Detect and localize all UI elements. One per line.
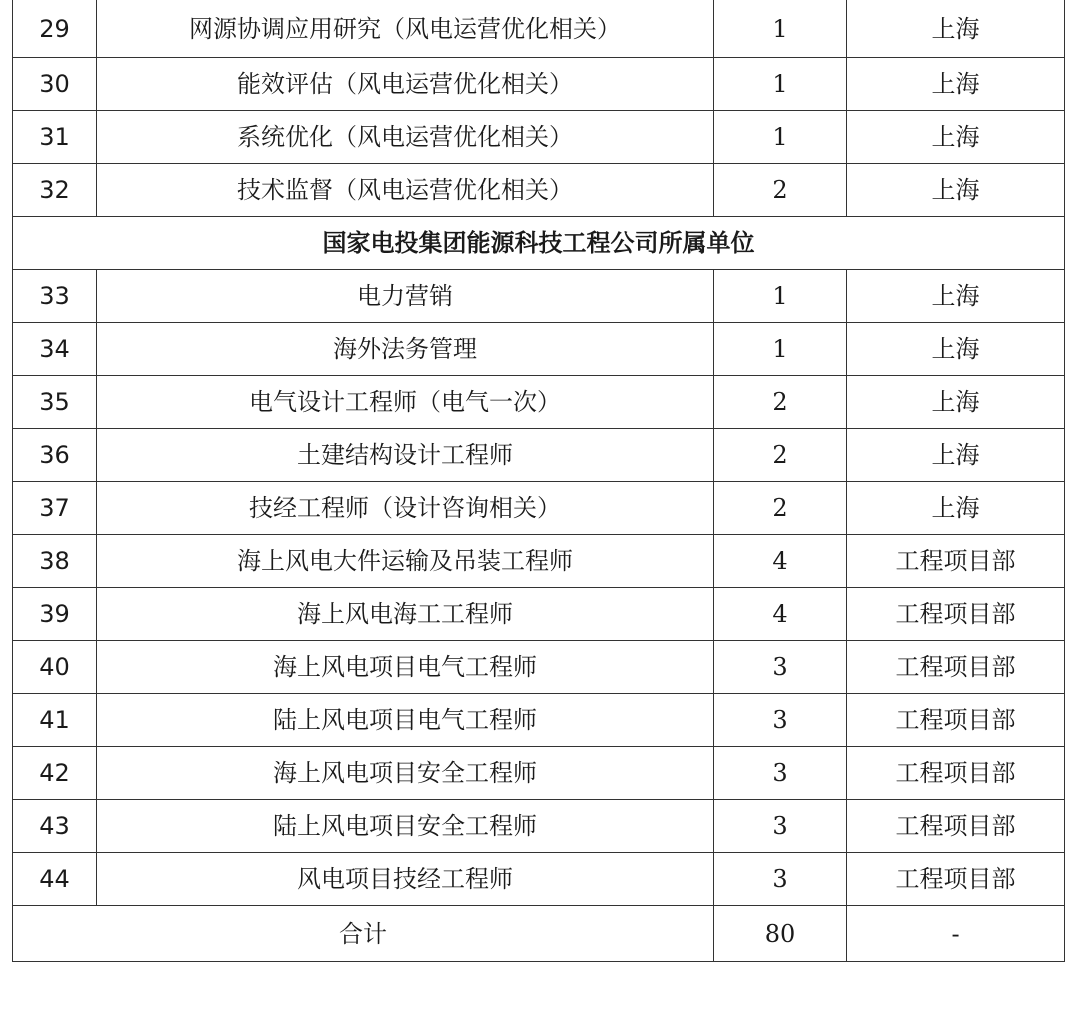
headcount: 3 [714,694,847,747]
work-location: 上海 [847,270,1065,323]
row-number: 31 [13,111,97,164]
table-row [13,853,1065,906]
table-row [13,429,1065,482]
row-number: 32 [13,164,97,217]
work-location: 工程项目部 [847,747,1065,800]
position-name: 陆上风电项目电气工程师 [97,694,714,747]
position-name: 能效评估（风电运营优化相关） [97,58,714,111]
position-name: 海上风电项目安全工程师 [97,747,714,800]
work-location: 上海 [847,58,1065,111]
work-location: 工程项目部 [847,535,1065,588]
headcount: 2 [714,482,847,535]
row-number: 44 [13,853,97,906]
headcount: 3 [714,747,847,800]
table-row [13,0,1065,58]
table-row [13,111,1065,164]
work-location: 上海 [847,482,1065,535]
row-number: 36 [13,429,97,482]
position-name: 海上风电项目电气工程师 [97,641,714,694]
work-location: 上海 [847,376,1065,429]
table-row [13,58,1065,111]
row-number: 39 [13,588,97,641]
table-row [13,270,1065,323]
position-name: 电气设计工程师（电气一次） [97,376,714,429]
position-name: 海上风电海工工程师 [97,588,714,641]
position-name: 风电项目技经工程师 [97,853,714,906]
work-location: 上海 [847,323,1065,376]
position-name: 技术监督（风电运营优化相关） [97,164,714,217]
row-number: 41 [13,694,97,747]
work-location: 上海 [847,164,1065,217]
recruitment-table [12,0,1065,962]
work-location: 上海 [847,111,1065,164]
section-header-row [13,217,1065,270]
table-row [13,376,1065,429]
headcount: 3 [714,800,847,853]
total-row [13,906,1065,962]
headcount: 2 [714,164,847,217]
position-name: 技经工程师（设计咨询相关） [97,482,714,535]
headcount: 2 [714,429,847,482]
row-number: 40 [13,641,97,694]
position-name: 系统优化（风电运营优化相关） [97,111,714,164]
work-location: 上海 [847,0,1065,58]
row-number: 33 [13,270,97,323]
table-row [13,588,1065,641]
table-row [13,641,1065,694]
row-number: 42 [13,747,97,800]
row-number: 29 [13,0,97,58]
headcount: 1 [714,58,847,111]
position-name: 土建结构设计工程师 [97,429,714,482]
table-row [13,323,1065,376]
row-number: 38 [13,535,97,588]
total-location: - [847,906,1065,962]
position-name: 海外法务管理 [97,323,714,376]
work-location: 工程项目部 [847,588,1065,641]
headcount: 1 [714,111,847,164]
headcount: 4 [714,588,847,641]
work-location: 工程项目部 [847,694,1065,747]
work-location: 工程项目部 [847,800,1065,853]
table-row [13,694,1065,747]
row-number: 30 [13,58,97,111]
table-row [13,800,1065,853]
headcount: 2 [714,376,847,429]
headcount: 3 [714,641,847,694]
table-row [13,747,1065,800]
row-number: 43 [13,800,97,853]
position-name: 陆上风电项目安全工程师 [97,800,714,853]
table-row [13,535,1065,588]
work-location: 上海 [847,429,1065,482]
position-name: 电力营销 [97,270,714,323]
headcount: 4 [714,535,847,588]
total-label: 合计 [13,906,714,962]
position-name: 网源协调应用研究（风电运营优化相关） [97,0,714,58]
work-location: 工程项目部 [847,853,1065,906]
headcount: 1 [714,323,847,376]
table-row [13,164,1065,217]
row-number: 34 [13,323,97,376]
headcount: 1 [714,270,847,323]
work-location: 工程项目部 [847,641,1065,694]
position-name: 海上风电大件运输及吊装工程师 [97,535,714,588]
row-number: 35 [13,376,97,429]
row-number: 37 [13,482,97,535]
headcount: 3 [714,853,847,906]
table-row [13,482,1065,535]
total-headcount: 80 [714,906,847,962]
section-title: 国家电投集团能源科技工程公司所属单位 [13,217,1065,270]
headcount: 1 [714,0,847,58]
